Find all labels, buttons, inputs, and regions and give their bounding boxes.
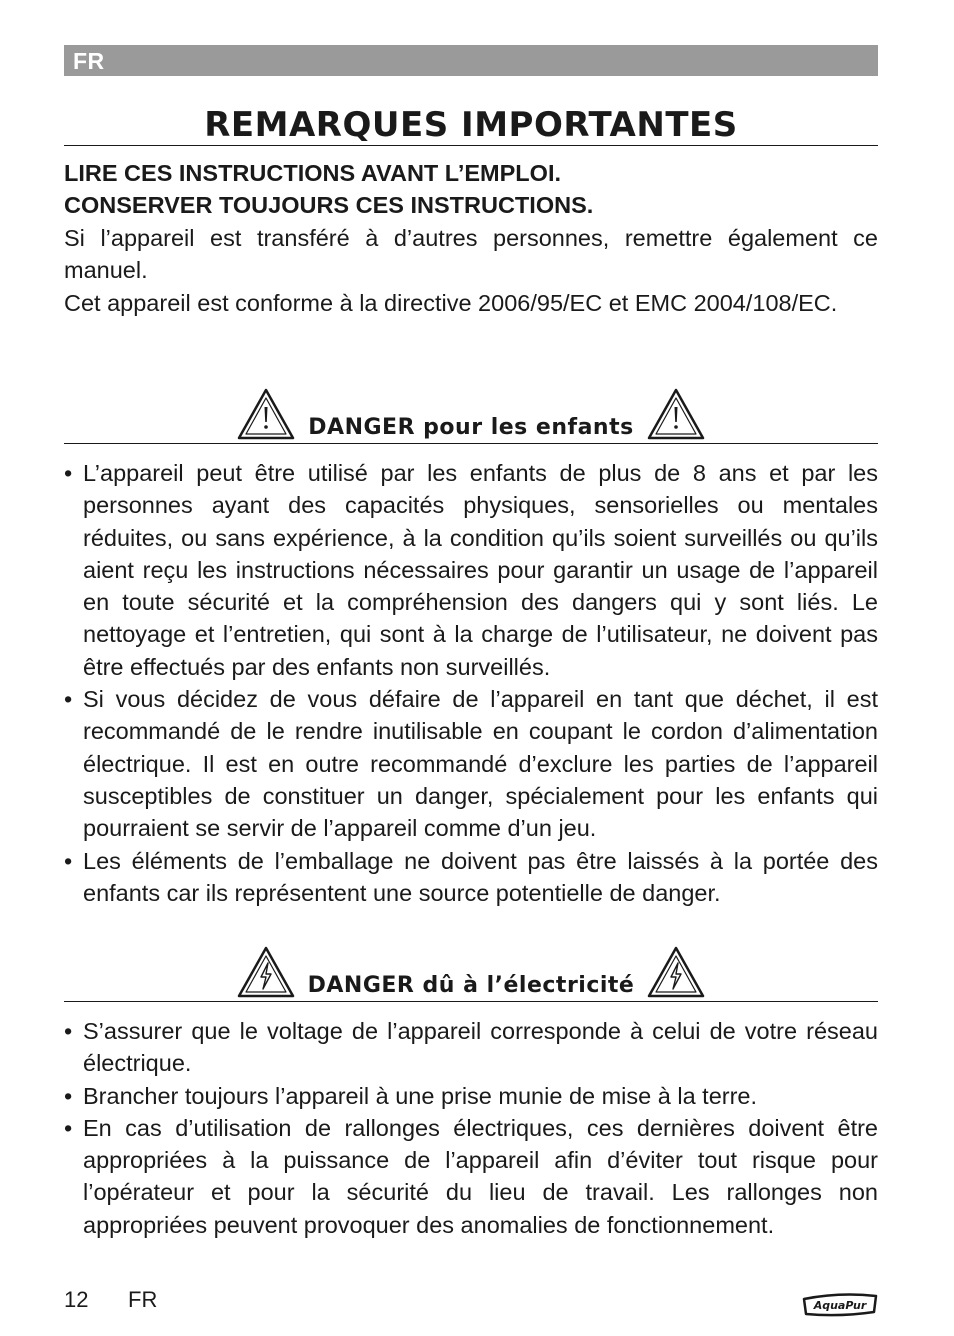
section-heading-children bbox=[64, 372, 878, 442]
footer-language: FR bbox=[128, 1287, 158, 1312]
warning-exclamation-icon bbox=[236, 386, 296, 442]
section-heading-text: DANGER dû à l’électricité bbox=[307, 973, 635, 998]
page-title: REMARQUES IMPORTANTES bbox=[204, 105, 738, 145]
list-item-text: S’assurer que le voltage de l’appareil corresponde à celui de votre réseau électrique. bbox=[83, 1018, 878, 1077]
bullet-dot: • bbox=[64, 686, 73, 713]
warning-exclamation-icon bbox=[646, 386, 706, 442]
list-item bbox=[64, 1015, 878, 1080]
section-divider bbox=[64, 1001, 878, 1002]
list-item-text: En cas d’utilisation de rallonges électriques, ces dernières doivent être appropriées à la puissance de l’appareil afin d’éviter tout risque pour l’opérateur et pour la sécurité du lieu de travail. Les rallonges non appropriées peuvent provoquer des anomalies de fonctionnement. bbox=[83, 1114, 878, 1238]
electricity-danger-list bbox=[64, 1015, 878, 1241]
page-number: 12 bbox=[64, 1287, 89, 1312]
intro-bold-line: LIRE CES INSTRUCTIONS AVANT L’EMPLOI. bbox=[64, 160, 561, 186]
intro-bold-line: CONSERVER TOUJOURS CES INSTRUCTIONS. bbox=[64, 192, 594, 219]
children-danger-list bbox=[64, 457, 878, 909]
bullet-dot: • bbox=[64, 1018, 73, 1044]
intro-bold-notice bbox=[64, 157, 878, 222]
bullet-dot: • bbox=[64, 1082, 73, 1109]
section-divider bbox=[64, 443, 878, 444]
list-item bbox=[64, 845, 878, 910]
list-item-text: Les éléments de l’emballage ne doivent pas être laissés à la portée des enfants car ils représentent une source potentielle de danger. bbox=[83, 847, 878, 906]
brand-logo bbox=[800, 1290, 880, 1320]
list-item bbox=[64, 1080, 878, 1112]
list-item-text: L’appareil peut être utilisé par les enfants de plus de 8 ans et par les personnes ayant des capacités physiques, sensorielles ou mentales réduites, ou sans expérience, à la condition qu’ils soient surveillés ou qu’ils aient reçu les instructions nécessaires pour garantir un usage de l’appareil en toute sécurité et la compréhension des dangers qui y sont liés. Le nettoyage et l’entretien, qui sont à la charge de l’utilisateur, ne doivent pas être effectués par des enfants non surveillés. bbox=[83, 460, 878, 680]
brand-logo-text: AquaPur bbox=[813, 1299, 867, 1312]
list-item bbox=[64, 457, 878, 683]
section-heading-electricity bbox=[64, 930, 878, 1000]
language-tab-label: FR bbox=[73, 48, 105, 74]
intro-paragraph: Cet appareil est conforme à la directive 2006/95/EC et EMC 2004/108/EC. bbox=[64, 289, 838, 316]
list-item-text: Si vous décidez de vous défaire de l’appareil en tant que déchet, il est recommandé de le rendre inutilisable en coupant le cordon d’alimentation électrique. Il est en outre recommandé d’exclure les parties de l’appareil susceptibles de constituer un danger, spécialement pour les enfants qui pourraient se servir de l’appareil comme d’un jeu. bbox=[83, 686, 878, 842]
bullet-dot: • bbox=[64, 460, 73, 486]
list-item bbox=[64, 683, 878, 844]
list-item-text: Brancher toujours l’appareil à une prise munie de mise à la terre. bbox=[83, 1082, 758, 1109]
language-tab bbox=[64, 45, 878, 76]
electric-hazard-icon bbox=[236, 944, 296, 1000]
intro-paragraphs bbox=[64, 222, 878, 319]
intro-paragraph: Si l’appareil est transféré à d’autres personnes, remettre également ce manuel. bbox=[64, 225, 878, 284]
bullet-dot: • bbox=[64, 1114, 73, 1141]
list-item bbox=[64, 1112, 878, 1241]
section-heading-text: DANGER pour les enfants bbox=[308, 415, 634, 440]
title-divider bbox=[64, 145, 878, 146]
bullet-dot: • bbox=[64, 847, 73, 874]
electric-hazard-icon bbox=[646, 944, 706, 1000]
